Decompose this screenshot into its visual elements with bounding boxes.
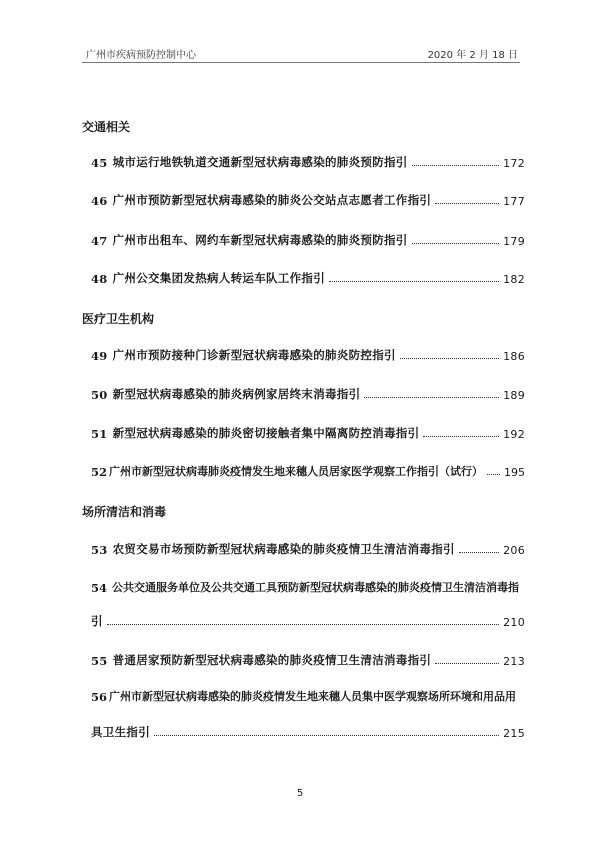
entry-title: 广州市预防接种门诊新型冠状病毒感染的肺炎防控指引 xyxy=(112,348,396,362)
entry-page: 206 xyxy=(503,544,525,557)
entry-page: 172 xyxy=(503,157,525,170)
entry-number: 54 xyxy=(91,581,108,595)
entry-page: 177 xyxy=(503,195,525,208)
page-number: 5 xyxy=(296,788,304,799)
toc-entry-54[interactable] xyxy=(91,575,525,595)
entry-page: 195 xyxy=(504,466,525,479)
entry-title-line1: 广州市新型冠状病毒感染的肺炎疫情发生地来穗人员集中医学观察场所环境和用品用 xyxy=(109,690,517,703)
page-header xyxy=(82,44,520,62)
entry-number: 53 xyxy=(91,543,108,557)
entry-number: 47 xyxy=(91,234,108,248)
header-date: 2020 年 2 月 18 日 xyxy=(427,50,518,61)
entry-title: 广州市出租车、网约车新型冠状病毒感染的肺炎预防指引 xyxy=(112,233,408,247)
header-divider xyxy=(82,62,520,63)
toc-entry-47[interactable] xyxy=(91,228,525,248)
toc-entry-49[interactable] xyxy=(91,343,525,363)
toc-entry-56[interactable] xyxy=(91,684,525,704)
entry-number: 51 xyxy=(91,427,108,441)
entry-title-line2: 具卫生指引 xyxy=(91,725,150,739)
toc-entry-50[interactable] xyxy=(91,382,525,402)
entry-title: 新型冠状病毒感染的肺炎密切接触者集中隔离防控消毒指引 xyxy=(112,426,420,440)
entry-title: 农贸交易市场预防新型冠状病毒感染的肺炎疫情卫生清洁消毒指引 xyxy=(112,542,455,556)
dot-leader xyxy=(412,243,499,244)
entry-page: 179 xyxy=(503,235,525,248)
toc-entry-46[interactable] xyxy=(91,188,525,208)
entry-title-line1: 公共交通服务单位及公共交通工具预防新型冠状病毒感染的肺炎疫情卫生清洁消毒指 xyxy=(112,581,520,594)
entry-title: 广州市新型冠状病毒肺炎疫情发生地来穗人员居家医学观察工作指引（试行） xyxy=(109,465,484,478)
dot-leader xyxy=(329,281,499,282)
dot-leader xyxy=(154,735,499,736)
toc-entry-51[interactable] xyxy=(91,421,525,441)
dot-leader xyxy=(423,436,499,437)
entry-page: 213 xyxy=(503,655,525,668)
entry-number: 46 xyxy=(91,194,108,208)
entry-title: 广州市预防新型冠状病毒感染的肺炎公交站点志愿者工作指引 xyxy=(112,193,432,207)
toc-entry-53[interactable] xyxy=(91,537,525,557)
entry-title: 新型冠状病毒感染的肺炎病例家居终末消毒指引 xyxy=(112,387,361,401)
entry-number: 56 xyxy=(91,690,108,704)
toc-entry-55[interactable] xyxy=(91,648,525,668)
dot-leader xyxy=(459,552,499,553)
entry-page: 186 xyxy=(503,350,525,363)
dot-leader xyxy=(107,624,499,625)
dot-leader xyxy=(435,663,499,664)
section-title-transport: 交通相关 xyxy=(82,120,131,134)
entry-title-line2: 引 xyxy=(91,614,103,628)
toc-entry-56-continued[interactable] xyxy=(91,720,525,740)
dot-leader xyxy=(412,165,499,166)
entry-number: 52 xyxy=(91,465,108,479)
dot-leader xyxy=(400,358,499,359)
entry-number: 48 xyxy=(91,272,108,286)
toc-entry-52[interactable] xyxy=(91,459,525,479)
entry-title: 普通居家预防新型冠状病毒感染的肺炎疫情卫生清洁消毒指引 xyxy=(112,653,432,667)
entry-title: 广州公交集团发热病人转运车队工作指引 xyxy=(112,271,326,285)
section-title-medical: 医疗卫生机构 xyxy=(82,312,155,326)
entry-number: 55 xyxy=(91,654,108,668)
entry-page: 189 xyxy=(503,389,525,402)
toc-entry-48[interactable] xyxy=(91,266,525,286)
entry-page: 215 xyxy=(503,727,525,740)
dot-leader xyxy=(364,397,499,398)
entry-page: 210 xyxy=(503,616,525,629)
toc-entry-54-continued[interactable] xyxy=(91,609,525,629)
entry-page: 192 xyxy=(503,428,525,441)
dot-leader xyxy=(435,203,499,204)
entry-title: 城市运行地铁轨道交通新型冠状病毒感染的肺炎预防指引 xyxy=(112,155,408,169)
header-organization: 广州市疾病预防控制中心 xyxy=(86,50,196,61)
dot-leader xyxy=(487,474,500,475)
entry-number: 45 xyxy=(91,156,108,170)
toc-entry-45[interactable] xyxy=(91,150,525,170)
entry-number: 50 xyxy=(91,388,108,402)
entry-page: 182 xyxy=(503,273,525,286)
section-title-cleaning: 场所清洁和消毒 xyxy=(82,505,167,519)
entry-number: 49 xyxy=(91,349,108,363)
